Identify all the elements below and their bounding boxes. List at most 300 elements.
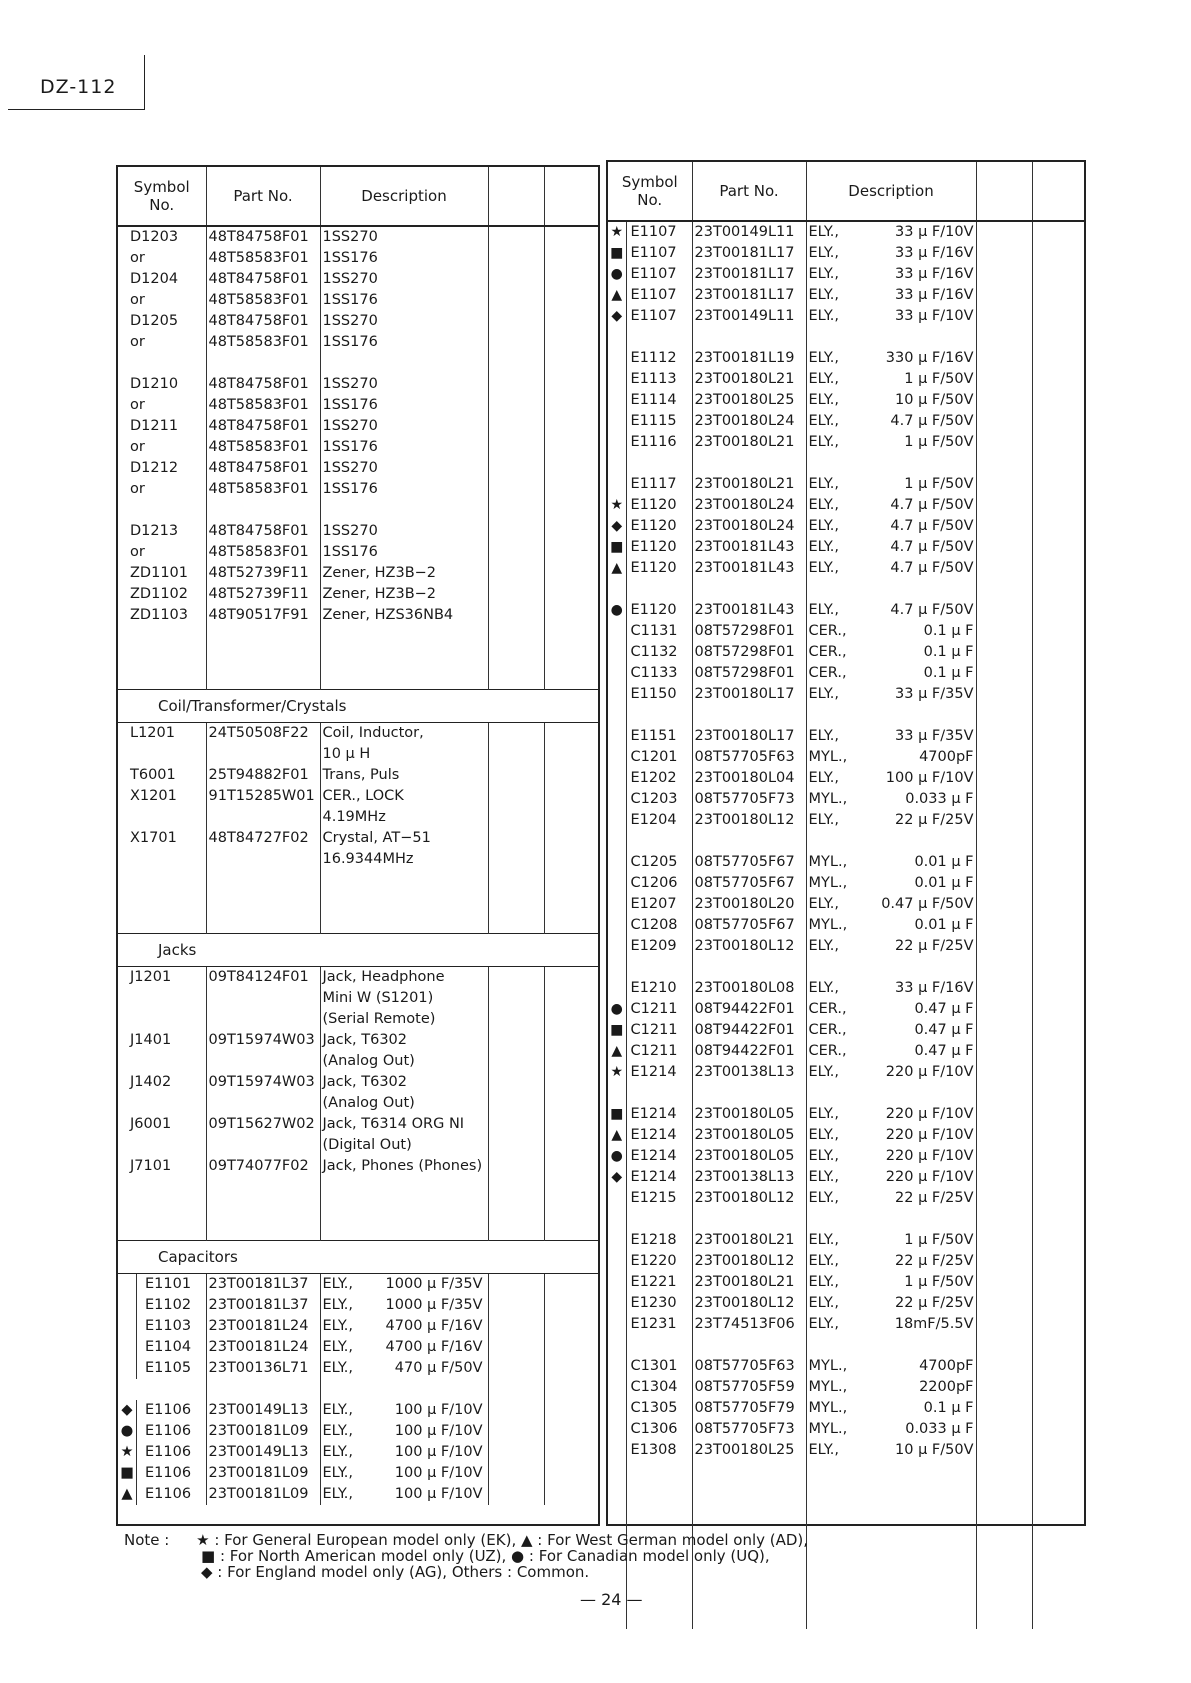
empty-cell	[1032, 411, 1086, 432]
symbol-cell	[626, 1482, 692, 1503]
description-cell: 1SS270	[320, 416, 488, 437]
value-cell: 33 μ F/35V	[895, 728, 974, 744]
empty-cell	[1032, 474, 1086, 495]
part-no-cell: 23T00180L21	[692, 369, 806, 390]
table-row	[118, 988, 598, 1009]
symbol-cell	[118, 1274, 206, 1296]
type-cell	[806, 1545, 864, 1566]
empty-cell	[1032, 1398, 1086, 1419]
part-no-cell	[206, 1051, 320, 1072]
symbol-cell: E1120	[626, 600, 692, 621]
value-cell: 4700pF	[919, 749, 974, 765]
empty-cell	[1032, 1524, 1086, 1545]
empty-cell	[488, 1219, 544, 1241]
empty-cell	[1032, 306, 1086, 327]
part-no-cell: 48T84758F01	[206, 311, 320, 332]
empty-cell	[544, 1295, 598, 1316]
symbol-cell: E1113	[626, 369, 692, 390]
value-cell	[864, 831, 976, 852]
description-cell: Jack, T6302	[320, 1072, 488, 1093]
model-marker-icon	[608, 432, 626, 453]
description-cell	[320, 1177, 488, 1198]
type-cell: ELY.,	[806, 1167, 864, 1188]
empty-cell	[976, 1083, 1032, 1104]
table-row	[118, 269, 598, 290]
description-cell: 1SS270	[320, 269, 488, 290]
part-no-cell: 23T00149L11	[692, 221, 806, 243]
empty-cell	[544, 849, 598, 870]
symbol-cell: or	[130, 481, 145, 497]
table-row	[118, 1295, 598, 1316]
value-cell	[864, 1461, 976, 1482]
symbol-cell: X1701	[130, 830, 177, 846]
model-marker-icon	[608, 369, 626, 390]
empty-cell	[976, 999, 1032, 1020]
type-cell: MYL.,	[806, 915, 864, 936]
symbol-cell: J6001	[130, 1116, 172, 1132]
type-cell: ELY.,	[806, 768, 864, 789]
description-cell: 1SS176	[320, 395, 488, 416]
empty-cell	[976, 495, 1032, 516]
table-row	[118, 332, 598, 353]
type-cell: ELY.,	[806, 348, 864, 369]
symbol-cell: E1207	[626, 894, 692, 915]
type-cell: CER.,	[806, 999, 864, 1020]
empty-cell	[1032, 516, 1086, 537]
model-marker-icon	[608, 1356, 626, 1377]
symbol-cell	[118, 1051, 206, 1072]
empty-cell	[488, 1400, 544, 1421]
model-marker-icon: ◆	[121, 1402, 133, 1418]
model-marker-icon	[608, 894, 626, 915]
empty-cell	[488, 1484, 544, 1505]
table-row	[118, 500, 598, 521]
empty-cell	[544, 1072, 598, 1093]
model-marker-icon: ◆	[611, 1169, 623, 1185]
type-cell: ELY.,	[806, 432, 864, 453]
empty-cell	[488, 1198, 544, 1219]
table-row	[608, 726, 1086, 747]
table-row	[118, 1442, 598, 1463]
empty-cell	[1032, 852, 1086, 873]
part-no-cell: 23T00181L43	[692, 600, 806, 621]
type-cell	[806, 831, 864, 852]
part-no-cell: 48T58583F01	[206, 248, 320, 269]
part-no-cell: 23T00180L21	[692, 1230, 806, 1251]
empty-cell	[544, 248, 598, 269]
description-cell: 1SS270	[320, 311, 488, 332]
model-marker-icon	[608, 1461, 626, 1482]
symbol-cell: E1221	[626, 1272, 692, 1293]
symbol-cell	[118, 912, 206, 934]
section-coil-label: Coil/Transformer/Crystals	[118, 690, 598, 723]
part-no-cell: 23T00149L13	[206, 1442, 320, 1463]
table-row	[118, 248, 598, 269]
value-cell: 220 μ F/10V	[885, 1106, 974, 1122]
description-cell: 16.9344MHz	[320, 849, 488, 870]
empty-cell	[976, 537, 1032, 558]
empty-cell	[488, 1274, 544, 1296]
empty-cell	[544, 500, 598, 521]
table-row	[118, 290, 598, 311]
table-row	[608, 852, 1086, 873]
table-row	[608, 642, 1086, 663]
description-cell: 1SS176	[320, 437, 488, 458]
value-cell: 0.01 μ F	[914, 854, 974, 870]
table-row	[118, 1274, 598, 1296]
empty-cell	[544, 437, 598, 458]
empty-cell	[488, 1114, 544, 1135]
table-row	[118, 1135, 598, 1156]
value-cell	[864, 1608, 976, 1629]
table-row	[118, 828, 598, 849]
symbol-cell: C1301	[626, 1356, 692, 1377]
type-cell: ELY.,	[806, 1314, 864, 1335]
empty-cell	[488, 416, 544, 437]
table-row	[608, 221, 1086, 243]
empty-cell	[488, 584, 544, 605]
table-row	[118, 563, 598, 584]
symbol-cell	[118, 988, 206, 1009]
table-row	[608, 663, 1086, 684]
part-no-cell: 91T15285W01	[206, 786, 320, 807]
empty-cell	[544, 1442, 598, 1463]
value-cell	[864, 1524, 976, 1545]
empty-cell	[488, 647, 544, 668]
symbol-cell: E1214	[626, 1104, 692, 1125]
table-row	[118, 723, 598, 745]
symbol-cell	[118, 1177, 206, 1198]
value-cell: 4700pF	[919, 1358, 974, 1374]
value-cell: 4.7 μ F/50V	[890, 413, 974, 429]
symbol-cell: D1211	[130, 418, 179, 434]
description-cell: (Serial Remote)	[320, 1009, 488, 1030]
table-row	[608, 1251, 1086, 1272]
empty-cell	[544, 395, 598, 416]
part-no-cell: 08T57705F63	[692, 747, 806, 768]
empty-cell	[544, 605, 598, 626]
symbol-cell: or	[130, 544, 145, 560]
empty-cell	[976, 1314, 1032, 1335]
value-cell: 0.033 μ F	[905, 791, 974, 807]
type-cell	[806, 327, 864, 348]
empty-cell	[1032, 1566, 1086, 1587]
symbol-cell	[118, 668, 206, 690]
empty-cell	[544, 1156, 598, 1177]
symbol-cell: E1107	[626, 285, 692, 306]
table-row	[608, 978, 1086, 999]
part-no-cell: 48T84758F01	[206, 521, 320, 542]
symbol-cell: C1211	[626, 1020, 692, 1041]
empty-cell	[488, 849, 544, 870]
empty-cell	[1032, 348, 1086, 369]
empty-cell	[976, 663, 1032, 684]
model-marker-icon	[608, 1188, 626, 1209]
empty-cell	[1032, 264, 1086, 285]
part-no-cell	[692, 1503, 806, 1524]
part-no-cell: 08T94422F01	[692, 1020, 806, 1041]
right-parts-table	[606, 160, 1086, 1526]
model-marker-icon	[608, 726, 626, 747]
symbol-cell: D1203	[130, 229, 179, 245]
empty-cell	[1032, 747, 1086, 768]
symbol-cell: E1218	[626, 1230, 692, 1251]
model-marker-icon	[608, 1335, 626, 1356]
description-cell	[320, 1274, 488, 1296]
type-cell: ELY.,	[806, 1188, 864, 1209]
table-row	[608, 810, 1086, 831]
empty-cell	[1032, 495, 1086, 516]
table-row	[608, 1482, 1086, 1503]
part-no-cell	[692, 1608, 806, 1629]
model-marker-icon	[608, 642, 626, 663]
value-cell: 22 μ F/25V	[895, 1190, 974, 1206]
type-text: ELY.,	[322, 1423, 353, 1439]
table-row	[608, 1272, 1086, 1293]
table-row	[118, 584, 598, 605]
empty-cell	[1032, 621, 1086, 642]
model-marker-icon	[608, 411, 626, 432]
type-cell: MYL.,	[806, 747, 864, 768]
value-cell: 18mF/5.5V	[894, 1316, 974, 1332]
empty-cell	[976, 768, 1032, 789]
empty-cell	[1032, 1482, 1086, 1503]
empty-cell	[488, 1379, 544, 1400]
description-cell	[320, 1484, 488, 1505]
empty-cell	[976, 1545, 1032, 1566]
empty-cell	[488, 723, 544, 745]
empty-cell	[488, 353, 544, 374]
empty-cell	[1032, 873, 1086, 894]
model-marker-icon	[608, 1398, 626, 1419]
table-row	[608, 894, 1086, 915]
value-text: 4700 μ F/16V	[385, 1339, 483, 1355]
empty-cell	[544, 744, 598, 765]
empty-cell	[976, 1020, 1032, 1041]
symbol-cell	[626, 1209, 692, 1230]
empty-cell	[1032, 642, 1086, 663]
symbol-cell	[118, 1421, 206, 1442]
part-no-cell: 08T57705F67	[692, 915, 806, 936]
symbol-cell: E1120	[626, 558, 692, 579]
description-cell	[320, 1421, 488, 1442]
part-no-cell: 08T57705F73	[692, 1419, 806, 1440]
table-row	[608, 390, 1086, 411]
empty-cell	[544, 668, 598, 690]
empty-cell	[488, 870, 544, 891]
symbol-cell	[118, 744, 206, 765]
empty-cell	[544, 870, 598, 891]
part-no-cell: 23T00181L17	[692, 264, 806, 285]
model-marker-icon	[608, 579, 626, 600]
type-text: ELY.,	[322, 1276, 353, 1292]
empty-cell	[1032, 243, 1086, 264]
symbol-cell: ZD1103	[130, 607, 188, 623]
description-cell: Mini W (S1201)	[320, 988, 488, 1009]
table-row	[118, 849, 598, 870]
part-no-cell: 23T00180L25	[692, 1440, 806, 1461]
part-no-cell: 08T57705F63	[692, 1356, 806, 1377]
table-row	[608, 999, 1086, 1020]
symbol-cell	[118, 1198, 206, 1219]
empty-cell	[544, 311, 598, 332]
symbol-cell: C1132	[626, 642, 692, 663]
empty-cell	[544, 521, 598, 542]
part-no-cell: 23T00138L13	[692, 1167, 806, 1188]
model-marker-icon	[608, 1209, 626, 1230]
part-no-cell	[692, 705, 806, 726]
value-cell: 0.1 μ F	[923, 623, 974, 639]
description-cell	[320, 1219, 488, 1241]
description-cell: 1SS176	[320, 542, 488, 563]
symbol-cell	[118, 500, 206, 521]
empty-cell	[544, 1030, 598, 1051]
empty-cell	[1032, 663, 1086, 684]
empty-cell	[488, 912, 544, 934]
type-cell: MYL.,	[806, 1398, 864, 1419]
part-no-cell	[692, 579, 806, 600]
symbol-cell	[118, 849, 206, 870]
model-marker-icon	[608, 1314, 626, 1335]
symbol-cell: E1202	[626, 768, 692, 789]
table-row	[608, 1083, 1086, 1104]
model-marker-icon: ■	[610, 1106, 624, 1122]
description-cell: Zener, HZ3B−2	[320, 584, 488, 605]
symbol-cell: C1211	[626, 999, 692, 1020]
description-cell: 1SS270	[320, 458, 488, 479]
table-row	[118, 668, 598, 690]
empty-cell	[488, 479, 544, 500]
part-no-cell: 23T00180L12	[692, 1251, 806, 1272]
part-no-cell: 23T00181L19	[692, 348, 806, 369]
table-row	[118, 1072, 598, 1093]
value-cell: 33 μ F/35V	[895, 686, 974, 702]
table-row	[608, 1188, 1086, 1209]
table-row	[118, 395, 598, 416]
empty-cell	[488, 988, 544, 1009]
description-cell: 1SS176	[320, 479, 488, 500]
table-row	[608, 327, 1086, 348]
model-marker-icon: ■	[120, 1465, 134, 1481]
note-label: Note :	[124, 1531, 170, 1549]
type-cell: ELY.,	[806, 495, 864, 516]
description-cell	[320, 1442, 488, 1463]
right-table-body	[608, 221, 1086, 1629]
value-cell	[864, 453, 976, 474]
part-no-cell: 48T84758F01	[206, 269, 320, 290]
type-cell: ELY.,	[806, 894, 864, 915]
empty-cell	[544, 1400, 598, 1421]
part-no-cell: 23T00181L37	[206, 1295, 320, 1316]
model-marker-icon: ★	[610, 224, 624, 240]
type-text: ELY.,	[322, 1444, 353, 1460]
empty-cell	[1032, 726, 1086, 747]
description-cell: 4.19MHz	[320, 807, 488, 828]
symbol-cell: C1206	[626, 873, 692, 894]
type-cell: ELY.,	[806, 243, 864, 264]
empty-cell	[976, 1209, 1032, 1230]
empty-cell	[544, 912, 598, 934]
value-cell: 1 μ F/50V	[904, 1274, 974, 1290]
type-cell: ELY.,	[806, 390, 864, 411]
empty-cell	[544, 1009, 598, 1030]
symbol-cell: E1150	[626, 684, 692, 705]
symbol-text: E1106	[136, 1463, 191, 1484]
part-no-cell: 23T00181L43	[692, 537, 806, 558]
empty-cell	[206, 1379, 320, 1400]
value-cell: 0.47 μ F	[914, 1043, 974, 1059]
model-marker-icon	[608, 1503, 626, 1524]
symbol-cell: E1120	[626, 516, 692, 537]
type-text: ELY.,	[322, 1486, 353, 1502]
value-cell: 4.7 μ F/50V	[890, 497, 974, 513]
value-text: 1000 μ F/35V	[385, 1276, 483, 1292]
empty-cell	[1032, 1356, 1086, 1377]
model-marker-icon: ●	[610, 1148, 623, 1164]
empty-cell	[118, 1379, 206, 1400]
value-cell: 220 μ F/10V	[885, 1148, 974, 1164]
empty-cell	[488, 626, 544, 647]
model-marker-icon	[608, 957, 626, 978]
part-no-cell: 08T57298F01	[692, 621, 806, 642]
empty-cell	[488, 1337, 544, 1358]
symbol-cell: E1214	[626, 1125, 692, 1146]
empty-cell	[976, 789, 1032, 810]
part-no-cell: 23T00136L71	[206, 1358, 320, 1379]
description-cell: 1SS176	[320, 332, 488, 353]
part-no-cell	[206, 870, 320, 891]
type-cell	[806, 1587, 864, 1608]
empty-cell	[1032, 1020, 1086, 1041]
empty-cell	[976, 600, 1032, 621]
symbol-cell: E1115	[626, 411, 692, 432]
model-marker-icon	[608, 1272, 626, 1293]
table-row	[118, 891, 598, 912]
table-row	[608, 495, 1086, 516]
empty-cell	[976, 285, 1032, 306]
table-row	[118, 912, 598, 934]
value-cell: 220 μ F/10V	[885, 1064, 974, 1080]
table-row	[608, 453, 1086, 474]
type-cell: CER.,	[806, 642, 864, 663]
symbol-cell: E1112	[626, 348, 692, 369]
value-cell: 33 μ F/16V	[895, 266, 974, 282]
description-cell: (Digital Out)	[320, 1135, 488, 1156]
part-no-cell: 23T00180L21	[692, 474, 806, 495]
part-no-cell: 23T00180L24	[692, 411, 806, 432]
table-row	[118, 437, 598, 458]
symbol-cell: C1201	[626, 747, 692, 768]
empty-cell	[488, 1135, 544, 1156]
part-no-cell: 09T15974W03	[206, 1072, 320, 1093]
part-no-cell: 23T00181L24	[206, 1337, 320, 1358]
empty-cell	[488, 332, 544, 353]
value-cell: 0.47 μ F	[914, 1022, 974, 1038]
empty-cell	[976, 642, 1032, 663]
value-cell: 4.7 μ F/50V	[890, 539, 974, 555]
description-cell: Coil, Inductor,	[320, 723, 488, 745]
model-marker-icon: ★	[120, 1444, 134, 1460]
header-description: Description	[320, 167, 488, 226]
empty-cell	[1032, 1587, 1086, 1608]
symbol-cell: E1114	[626, 390, 692, 411]
table-row	[118, 1009, 598, 1030]
table-row	[608, 1440, 1086, 1461]
empty-cell	[488, 248, 544, 269]
description-cell: Jack, T6302	[320, 1030, 488, 1051]
empty-cell	[1032, 537, 1086, 558]
description-cell	[320, 647, 488, 668]
